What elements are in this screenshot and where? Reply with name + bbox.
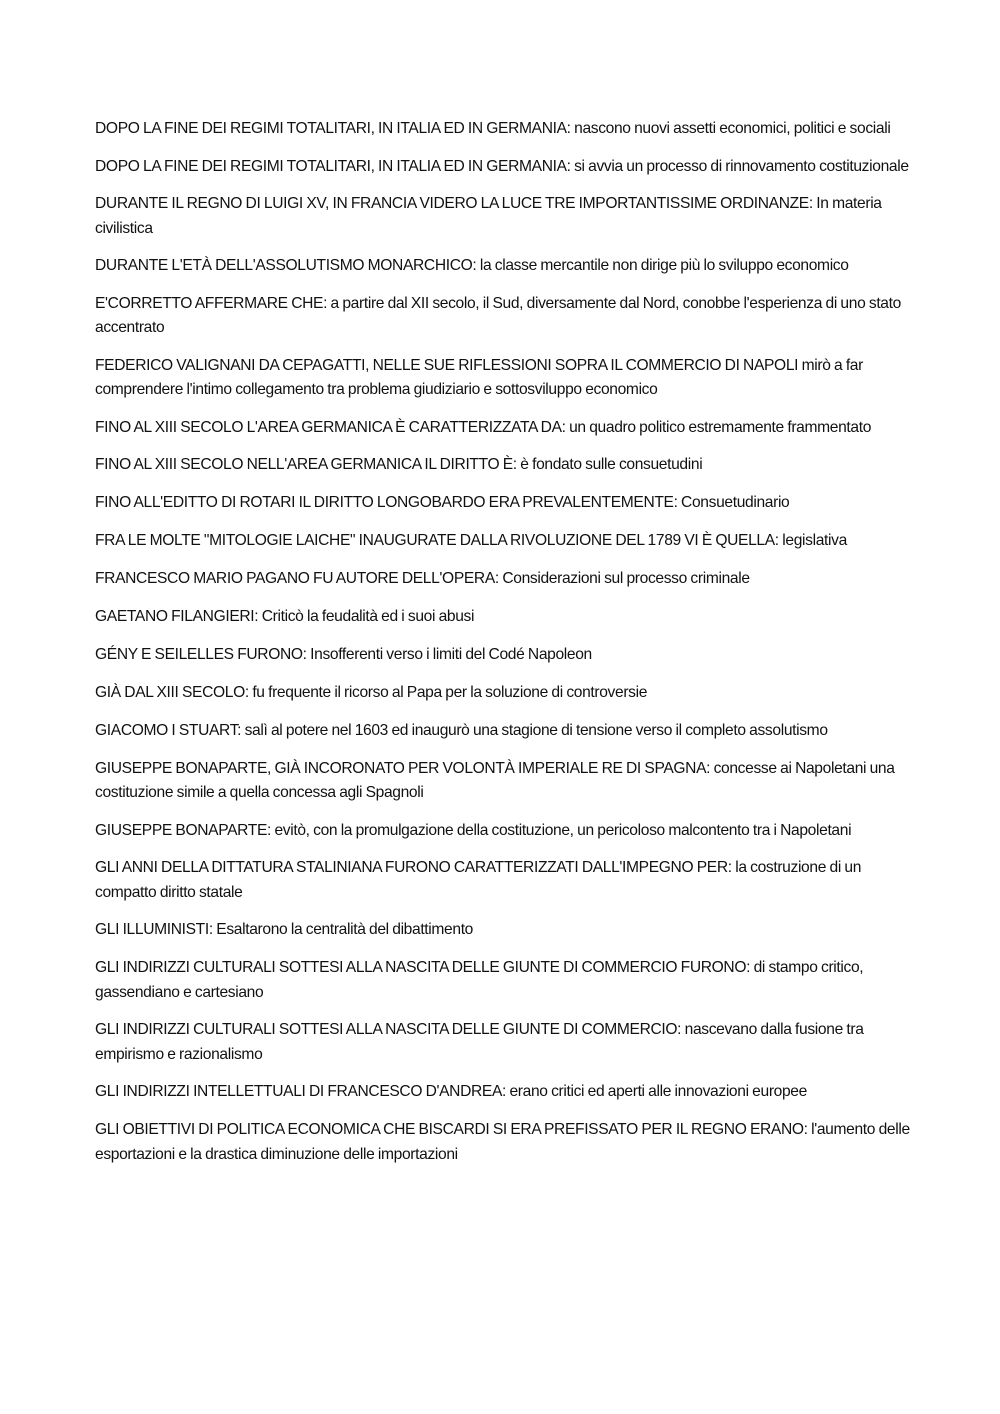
entry-list xyxy=(95,117,910,1180)
list-item: FEDERICO VALIGNANI DA CEPAGATTI, NELLE SUE RIFLESSIONI SOPRA IL COMMERCIO DI NAPOLI mirò a far comprendere l'intimo collegamento tra problema giudiziario e sottosviluppo economico xyxy=(95,356,863,398)
list-item: GÉNY E SEILELLES FURONO: Insofferenti verso i limiti del Codé Napoleon xyxy=(95,646,592,663)
list-item: DOPO LA FINE DEI REGIMI TOTALITARI, IN ITALIA ED IN GERMANIA: nascono nuovi assetti economici, politici e sociali xyxy=(95,120,891,137)
list-item: GLI INDIRIZZI CULTURALI SOTTESI ALLA NASCITA DELLE GIUNTE DI COMMERCIO FURONO: di stampo critico, gassendiano e cartesiano xyxy=(95,959,864,1001)
list-item: GIACOMO I STUART: salì al potere nel 1603 ed inaugurò una stagione di tensione verso il completo assolutismo xyxy=(95,722,828,739)
list-item: FINO AL XIII SECOLO NELL'AREA GERMANICA IL DIRITTO È: è fondato sulle consuetudini xyxy=(95,456,703,473)
list-item: GLI ANNI DELLA DITTATURA STALINIANA FURONO CARATTERIZZATI DALL'IMPEGNO PER: la costruzione di un compatto diritto statale xyxy=(95,859,862,901)
list-item: FRA LE MOLTE "MITOLOGIE LAICHE" INAUGURATE DALLA RIVOLUZIONE DEL 1789 VI È QUELLA: legislativa xyxy=(95,532,847,549)
list-item: GIUSEPPE BONAPARTE: evitò, con la promulgazione della costituzione, un pericoloso malcontento tra i Napoletani xyxy=(95,821,852,839)
list-item: FINO ALL'EDITTO DI ROTARI IL DIRITTO LONGOBARDO ERA PREVALENTEMENTE: Consuetudinario xyxy=(95,494,790,511)
list-item: GIÀ DAL XIII SECOLO: fu frequente il ricorso al Papa per la soluzione di controversie xyxy=(95,684,648,701)
list-item: GIUSEPPE BONAPARTE, GIÀ INCORONATO PER VOLONTÀ IMPERIALE RE DI SPAGNA: concesse ai Napoletani una costituzione simile a quella concessa agli Spagnoli xyxy=(95,759,895,801)
list-item: DOPO LA FINE DEI REGIMI TOTALITARI, IN ITALIA ED IN GERMANIA: si avvia un processo di rinnovamento costituzionale xyxy=(95,157,909,175)
list-item: GLI INDIRIZZI CULTURALI SOTTESI ALLA NASCITA DELLE GIUNTE DI COMMERCIO: nascevano dalla fusione tra empirismo e razionalismo xyxy=(95,1021,864,1063)
list-item: FINO AL XIII SECOLO L'AREA GERMANICA È CARATTERIZZATA DA: un quadro politico estremamente frammentato xyxy=(95,418,872,436)
list-item: FRANCESCO MARIO PAGANO FU AUTORE DELL'OPERA: Considerazioni sul processo criminale xyxy=(95,570,750,587)
list-item: GLI ILLUMINISTI: Esaltarono la centralità del dibattimento xyxy=(95,921,473,938)
list-item: GLI INDIRIZZI INTELLETTUALI DI FRANCESCO D'ANDREA: erano critici ed aperti alle innovazioni europee xyxy=(95,1083,807,1100)
list-item: E'CORRETTO AFFERMARE CHE: a partire dal XII secolo, il Sud, diversamente dal Nord, conobbe l'esperienza di uno stato accentrato xyxy=(95,294,901,336)
list-item: DURANTE IL REGNO DI LUIGI XV, IN FRANCIA VIDERO LA LUCE TRE IMPORTANTISSIME ORDINANZE: In materia civilistica xyxy=(95,195,882,237)
list-item: GLI OBIETTIVI DI POLITICA ECONOMICA CHE BISCARDI SI ERA PREFISSATO PER IL REGNO ERANO: l'aumento delle esportazioni e la drastica diminuzione delle importazioni xyxy=(95,1121,910,1163)
list-item: GAETANO FILANGIERI: Criticò la feudalità ed i suoi abusi xyxy=(95,608,475,625)
list-item: DURANTE L'ETÀ DELL'ASSOLUTISMO MONARCHICO: la classe mercantile non dirige più lo sviluppo economico xyxy=(95,257,849,274)
